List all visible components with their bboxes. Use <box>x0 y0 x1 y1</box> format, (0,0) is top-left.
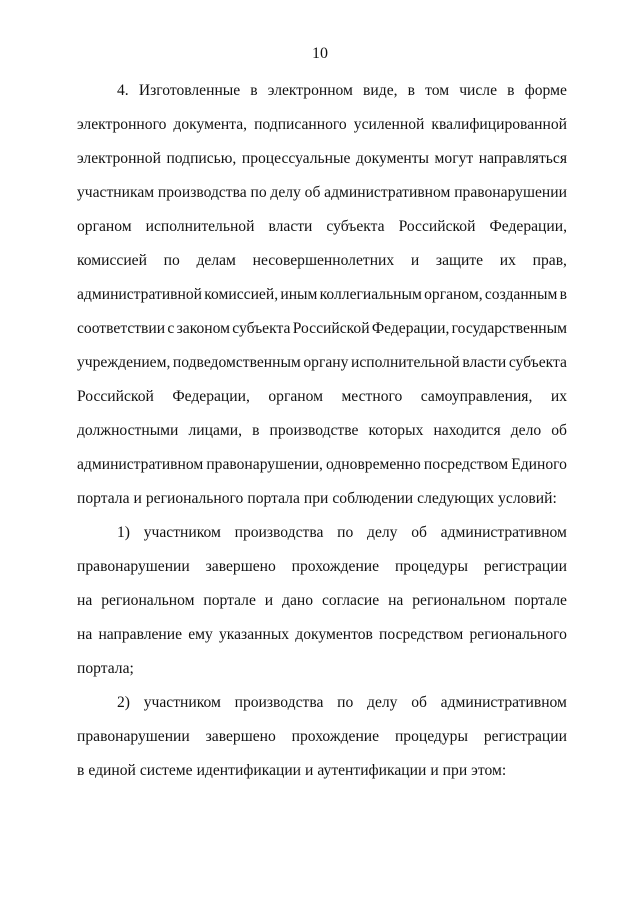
word: делам <box>196 252 236 269</box>
word: созданным <box>484 286 558 303</box>
word: производства <box>234 694 324 711</box>
word: об <box>411 694 427 711</box>
word: участником <box>143 524 221 541</box>
word: в <box>77 762 85 779</box>
word: 4. <box>117 82 129 99</box>
word: дело <box>510 422 542 439</box>
word: прохождение <box>291 728 380 745</box>
word: органом <box>77 218 132 235</box>
word: региональном <box>412 592 506 609</box>
word: направление <box>98 626 183 643</box>
word: законом <box>176 320 230 337</box>
text-line <box>77 522 567 556</box>
word: посредством <box>423 456 509 473</box>
word: завершено <box>205 728 276 745</box>
word: их <box>499 252 516 269</box>
text-line <box>77 148 567 182</box>
word: административном <box>440 694 567 711</box>
word: в <box>559 286 567 303</box>
word: и <box>133 490 142 507</box>
word: Российской <box>77 388 154 405</box>
word: форме <box>524 82 567 99</box>
word: и <box>305 762 314 779</box>
word: электронном <box>267 82 353 99</box>
word: электронного <box>77 116 167 133</box>
word: комиссией <box>77 252 147 269</box>
word: том <box>425 82 450 99</box>
word: по <box>163 252 180 269</box>
word: с <box>167 320 175 337</box>
word: документы <box>355 150 430 167</box>
word: в <box>507 82 515 99</box>
word: по <box>337 524 354 541</box>
word: системе <box>139 762 193 779</box>
word: идентификации <box>196 762 302 779</box>
word: органу <box>303 354 349 371</box>
text-line <box>77 692 567 726</box>
word: регионального <box>145 490 244 507</box>
word: административном <box>77 456 204 473</box>
word: регистрации <box>483 728 567 745</box>
word: правонарушении, <box>206 456 323 473</box>
word: Российской <box>292 320 370 337</box>
word: иным <box>280 286 318 303</box>
word: и <box>264 592 274 609</box>
word: процедуры <box>394 558 468 575</box>
word: в <box>407 82 415 99</box>
word: административном <box>324 184 451 201</box>
word: и <box>430 762 439 779</box>
word: об <box>304 184 321 201</box>
word: административной <box>77 286 203 303</box>
word: документов <box>295 626 373 643</box>
text-line <box>77 182 567 216</box>
word: ему <box>188 626 213 643</box>
text-line <box>77 658 567 692</box>
word: производстве <box>269 422 359 439</box>
word: субъекта <box>326 218 385 235</box>
text-line <box>77 420 567 454</box>
word: завершено <box>205 558 276 575</box>
text-line <box>77 114 567 148</box>
word: документа, <box>173 116 248 133</box>
document-body <box>77 80 567 794</box>
word: по <box>250 184 267 201</box>
word: подписью, <box>166 150 237 167</box>
word: правонарушении <box>77 558 190 575</box>
word: Изготовленные <box>138 82 241 99</box>
word: которых <box>368 422 424 439</box>
word: регистрации <box>483 558 567 575</box>
word: власти <box>462 354 507 371</box>
word: на <box>77 626 93 643</box>
word: власти <box>268 218 313 235</box>
text-line <box>77 352 567 386</box>
word: исполнительной <box>350 354 460 371</box>
word: Российской <box>398 218 476 235</box>
word: могут <box>434 150 474 167</box>
word: органом <box>268 388 323 405</box>
text-line <box>77 80 567 114</box>
word: дано <box>282 592 314 609</box>
word: при <box>303 490 329 507</box>
word: самоуправления, <box>420 388 533 405</box>
word: посредством <box>379 626 464 643</box>
word: квалифицированной <box>431 116 567 133</box>
text-line <box>77 386 567 420</box>
word: участникам <box>77 184 155 201</box>
text-line <box>77 216 567 250</box>
word: портале <box>514 592 567 609</box>
word: коллегиальным <box>319 286 422 303</box>
word: местного <box>341 388 403 405</box>
word: следующих <box>417 490 495 507</box>
word: усиленной <box>353 116 425 133</box>
word: делу <box>367 524 398 541</box>
word: регионального <box>469 626 567 643</box>
word: в <box>250 82 258 99</box>
page-number: 10 <box>312 45 328 62</box>
word: учреждением, <box>77 354 171 371</box>
text-line <box>77 726 567 760</box>
word: находится <box>433 422 501 439</box>
word: об <box>551 422 567 439</box>
word: подведомственным <box>172 354 301 371</box>
word: Федерации, <box>172 388 250 405</box>
word: производства <box>234 524 324 541</box>
word: соблюдении <box>332 490 414 507</box>
word: согласие <box>321 592 380 609</box>
word: виде, <box>363 82 398 99</box>
word: защите <box>435 252 484 269</box>
word: Федерации, <box>489 218 567 235</box>
word: региональном <box>101 592 195 609</box>
word: соответствии <box>77 320 166 337</box>
text-line <box>77 590 567 624</box>
word: аутентификации <box>317 762 427 779</box>
word: Федерации, <box>371 320 450 337</box>
word: в <box>252 422 260 439</box>
word: условий: <box>498 490 557 507</box>
word: одновременно <box>326 456 421 473</box>
word: электронной <box>77 150 161 167</box>
word: числе <box>459 82 498 99</box>
word: лицами, <box>188 422 242 439</box>
text-line <box>77 250 567 284</box>
word: субъекта <box>508 354 567 371</box>
word: делу <box>270 184 301 201</box>
word: направляться <box>478 150 567 167</box>
word: на <box>388 592 404 609</box>
text-line <box>77 760 567 794</box>
word: производства <box>157 184 247 201</box>
word: участником <box>143 694 221 711</box>
word: делу <box>367 694 398 711</box>
word: Единого <box>511 456 567 473</box>
text-line <box>77 318 567 352</box>
word: прав, <box>532 252 567 269</box>
text-line <box>77 454 567 488</box>
word: указанных <box>219 626 290 643</box>
word: при <box>442 762 468 779</box>
word: их <box>550 388 567 405</box>
word: 1) <box>117 524 130 541</box>
word: несовершеннолетних <box>252 252 395 269</box>
word: процессуальные <box>241 150 351 167</box>
word: 2) <box>117 694 130 711</box>
word: прохождение <box>291 558 380 575</box>
word: должностными <box>77 422 179 439</box>
word: административном <box>440 524 567 541</box>
word: на <box>77 592 93 609</box>
word: государственным <box>451 320 567 337</box>
word: органом, <box>424 286 483 303</box>
word: этом: <box>471 762 507 779</box>
word: портала <box>77 490 130 507</box>
word: подписанного <box>254 116 347 133</box>
text-line <box>77 284 567 318</box>
word: об <box>411 524 427 541</box>
word: исполнительной <box>145 218 255 235</box>
word: по <box>337 694 354 711</box>
word: портале <box>203 592 256 609</box>
word: портала; <box>77 660 134 677</box>
word: и <box>410 252 420 269</box>
word: правонарушении <box>77 728 190 745</box>
word: субъекта <box>232 320 291 337</box>
word: комиссией, <box>204 286 279 303</box>
text-line <box>77 488 567 522</box>
text-line <box>77 624 567 658</box>
word: единой <box>88 762 136 779</box>
word: правонарушении <box>454 184 567 201</box>
text-line <box>77 556 567 590</box>
word: портала <box>247 490 300 507</box>
word: процедуры <box>394 728 468 745</box>
